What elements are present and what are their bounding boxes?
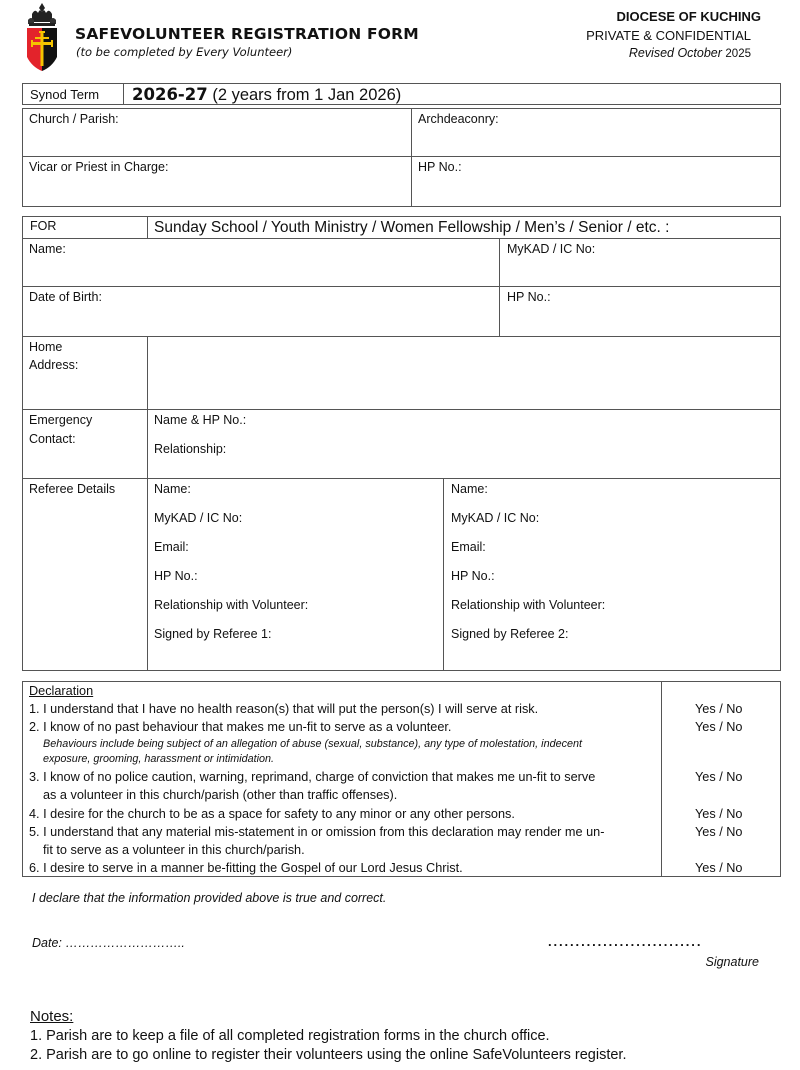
declaration-answer-6[interactable]: Yes / No <box>695 861 743 875</box>
declaration-answer-1[interactable]: Yes / No <box>695 702 743 716</box>
volunteer-dob-field[interactable]: Date of Birth: <box>29 290 102 304</box>
revision-prefix: Revised October <box>628 46 722 60</box>
emergency-contact-label-line2: Contact: <box>29 432 76 446</box>
referee1-email-field[interactable]: Email: <box>154 540 189 554</box>
synod-term-years: 2026-27 <box>132 85 208 104</box>
revision-date <box>629 46 751 60</box>
for-label: FOR <box>30 219 57 233</box>
date-field[interactable]: Date: ……………………….. <box>32 936 185 950</box>
divider <box>499 238 500 336</box>
notes-heading: Notes: <box>30 1008 74 1025</box>
referee2-signature-field[interactable]: Signed by Referee 2: <box>451 627 569 641</box>
ministry-options[interactable]: Sunday School / Youth Ministry / Women Fellowship / Men’s / Senior / etc. : <box>154 219 670 236</box>
referee2-relationship-field[interactable]: Relationship with Volunteer: <box>451 598 606 612</box>
referee2-email-field[interactable]: Email: <box>451 540 486 554</box>
archdeaconry-field[interactable]: Archdeaconry: <box>418 112 499 126</box>
divider <box>443 478 444 671</box>
referee-details-label: Referee Details <box>29 482 116 496</box>
signature-line[interactable]: ............................ <box>548 934 703 949</box>
confidentiality-label: PRIVATE & CONFIDENTIAL <box>586 28 751 43</box>
declaration-heading: Declaration <box>29 684 94 698</box>
referee1-relationship-field[interactable]: Relationship with Volunteer: <box>154 598 309 612</box>
declaration-item-6: 6. I desire to serve in a manner be-fitting the Gospel of our Lord Jesus Christ. <box>29 861 463 875</box>
referee2-mykad-field[interactable]: MyKAD / IC No: <box>451 511 540 525</box>
home-address-label-line1: Home <box>29 340 63 354</box>
note-item-2: 2. Parish are to go online to register their volunteers using the online SafeVolunteers register. <box>30 1047 627 1063</box>
declaration-answer-5[interactable]: Yes / No <box>695 825 743 839</box>
volunteer-section <box>22 216 781 671</box>
declaration-item-3-cont: as a volunteer in this church/parish (other than traffic offenses). <box>43 788 398 802</box>
divider <box>22 156 781 157</box>
divider <box>411 108 412 207</box>
vicar-field[interactable]: Vicar or Priest in Charge: <box>29 160 169 174</box>
home-address-field[interactable] <box>148 337 780 409</box>
signature-label: Signature <box>705 955 759 969</box>
diocese-shield-crest-icon <box>24 2 60 72</box>
referee1-mykad-field[interactable]: MyKAD / IC No: <box>154 511 243 525</box>
referee1-name-field[interactable]: Name: <box>154 482 191 496</box>
declaration-item-2-note-line2: exposure, grooming, harassment or intimidation. <box>43 753 275 765</box>
form-title: SAFEVOLUNTEER REGISTRATION FORM <box>75 25 419 43</box>
divider <box>22 478 781 479</box>
declaration-answer-4[interactable]: Yes / No <box>695 807 743 821</box>
emergency-contact-label-line1: Emergency <box>29 413 93 427</box>
divider <box>22 238 781 239</box>
referee1-signature-field[interactable]: Signed by Referee 1: <box>154 627 272 641</box>
revision-year: 2025 <box>725 48 751 60</box>
vicar-hp-field[interactable]: HP No.: <box>418 160 462 174</box>
divider <box>147 216 148 238</box>
declaration-item-4: 4. I desire for the church to be as a space for safety to any minor or any other persons. <box>29 807 515 821</box>
declaration-item-2-note-line1: Behaviours include being subject of an allegation of abuse (sexual, substance), any type of molestation, indecent <box>43 738 582 750</box>
synod-term-note: (2 years from 1 Jan 2026) <box>212 86 402 104</box>
declaration-item-5-cont: fit to serve as a volunteer in this church/parish. <box>43 843 305 857</box>
emergency-relationship-field[interactable]: Relationship: <box>154 442 227 456</box>
home-address-label-line2: Address: <box>29 358 79 372</box>
emergency-name-hp-field[interactable]: Name & HP No.: <box>154 413 247 427</box>
referee1-hp-field[interactable]: HP No.: <box>154 569 198 583</box>
divider <box>123 83 124 105</box>
affirmation-text: I declare that the information provided above is true and correct. <box>32 891 387 905</box>
referee2-name-field[interactable]: Name: <box>451 482 488 496</box>
volunteer-name-field[interactable]: Name: <box>29 242 66 256</box>
note-item-1: 1. Parish are to keep a file of all completed registration forms in the church office. <box>30 1028 550 1044</box>
divider <box>22 286 781 287</box>
church-parish-field[interactable]: Church / Parish: <box>29 112 119 126</box>
synod-term-value[interactable] <box>132 85 401 105</box>
volunteer-hp-field[interactable]: HP No.: <box>507 290 551 304</box>
declaration-item-5: 5. I understand that any material mis-statement in or omission from this declaration may render me un- <box>29 825 605 839</box>
divider <box>22 409 781 410</box>
form-subtitle: (to be completed by Every Volunteer) <box>76 45 293 59</box>
referee2-hp-field[interactable]: HP No.: <box>451 569 495 583</box>
organization-name: DIOCESE OF KUCHING <box>616 9 761 24</box>
parish-section <box>22 108 781 207</box>
declaration-answer-3[interactable]: Yes / No <box>695 770 743 784</box>
declaration-item-3: 3. I know of no police caution, warning, reprimand, charge of conviction that makes me un-fit to serve <box>29 770 596 784</box>
divider <box>661 681 662 877</box>
declaration-item-2: 2. I know of no past behaviour that makes me un-fit to serve as a volunteer. <box>29 720 452 734</box>
synod-term-label: Synod Term <box>30 87 100 102</box>
volunteer-mykad-field[interactable]: MyKAD / IC No: <box>507 242 596 256</box>
declaration-item-1: 1. I understand that I have no health reason(s) that will put the person(s) I will serve at risk. <box>29 702 539 716</box>
declaration-answer-2[interactable]: Yes / No <box>695 720 743 734</box>
